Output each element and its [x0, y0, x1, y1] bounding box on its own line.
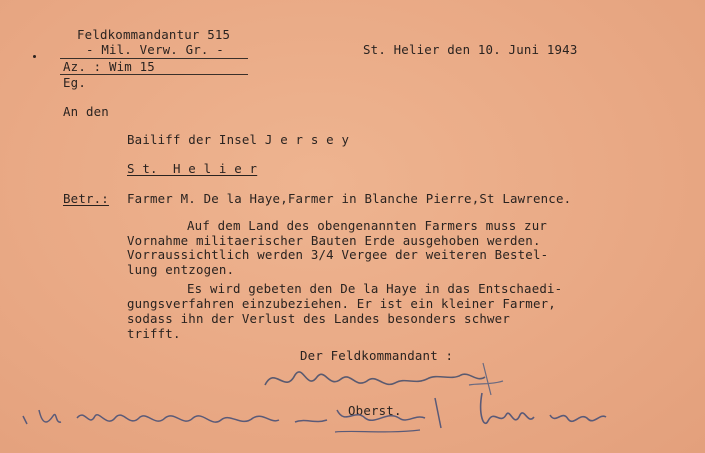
signatory-rank: Oberst.: [348, 403, 402, 418]
body-line: trifft.: [127, 326, 181, 341]
signatory-title: Der Feldkommandant :: [300, 348, 454, 363]
body-line: Auf dem Land des obengenannten Farmers muss zur: [187, 218, 548, 233]
office-name: Feldkommandantur 515: [77, 27, 231, 42]
subject-label: Betr.:: [63, 191, 109, 206]
recipient-title: Bailiff der Insel J e r s e y: [127, 132, 350, 147]
body-line: Vornahme militaerischer Bauten Erde ausgehoben werden.: [127, 233, 541, 248]
subject-text: Farmer M. De la Haye,Farmer in Blanche Pierre,St Lawrence.: [127, 191, 572, 206]
address-intro: An den: [63, 104, 109, 119]
punch-mark: [33, 55, 36, 58]
body-line: Vorraussichtlich werden 3/4 Vergee der weiteren Bestel-: [127, 247, 549, 262]
initials: Eg.: [63, 75, 86, 90]
place-and-date: St. Helier den 10. Juni 1943: [363, 42, 578, 57]
recipient-city: S t. H e l i e r: [127, 161, 258, 176]
body-line: gungsverfahren einzubeziehen. Er ist ein kleiner Farmer,: [127, 296, 556, 311]
header-rule-2: [60, 74, 248, 75]
department-line: - Mil. Verw. Gr. -: [86, 42, 224, 57]
handwritten-annotation: [15, 388, 485, 448]
body-line: lung entzogen.: [127, 262, 235, 277]
initials-signature: [470, 385, 630, 440]
reference-number: Az. : Wim 15: [63, 59, 155, 74]
body-line: Es wird gebeten den De la Haye in das Entschaedi-: [187, 281, 563, 296]
body-line: sodass ihn der Verlust des Landes besonders schwer: [127, 311, 510, 326]
